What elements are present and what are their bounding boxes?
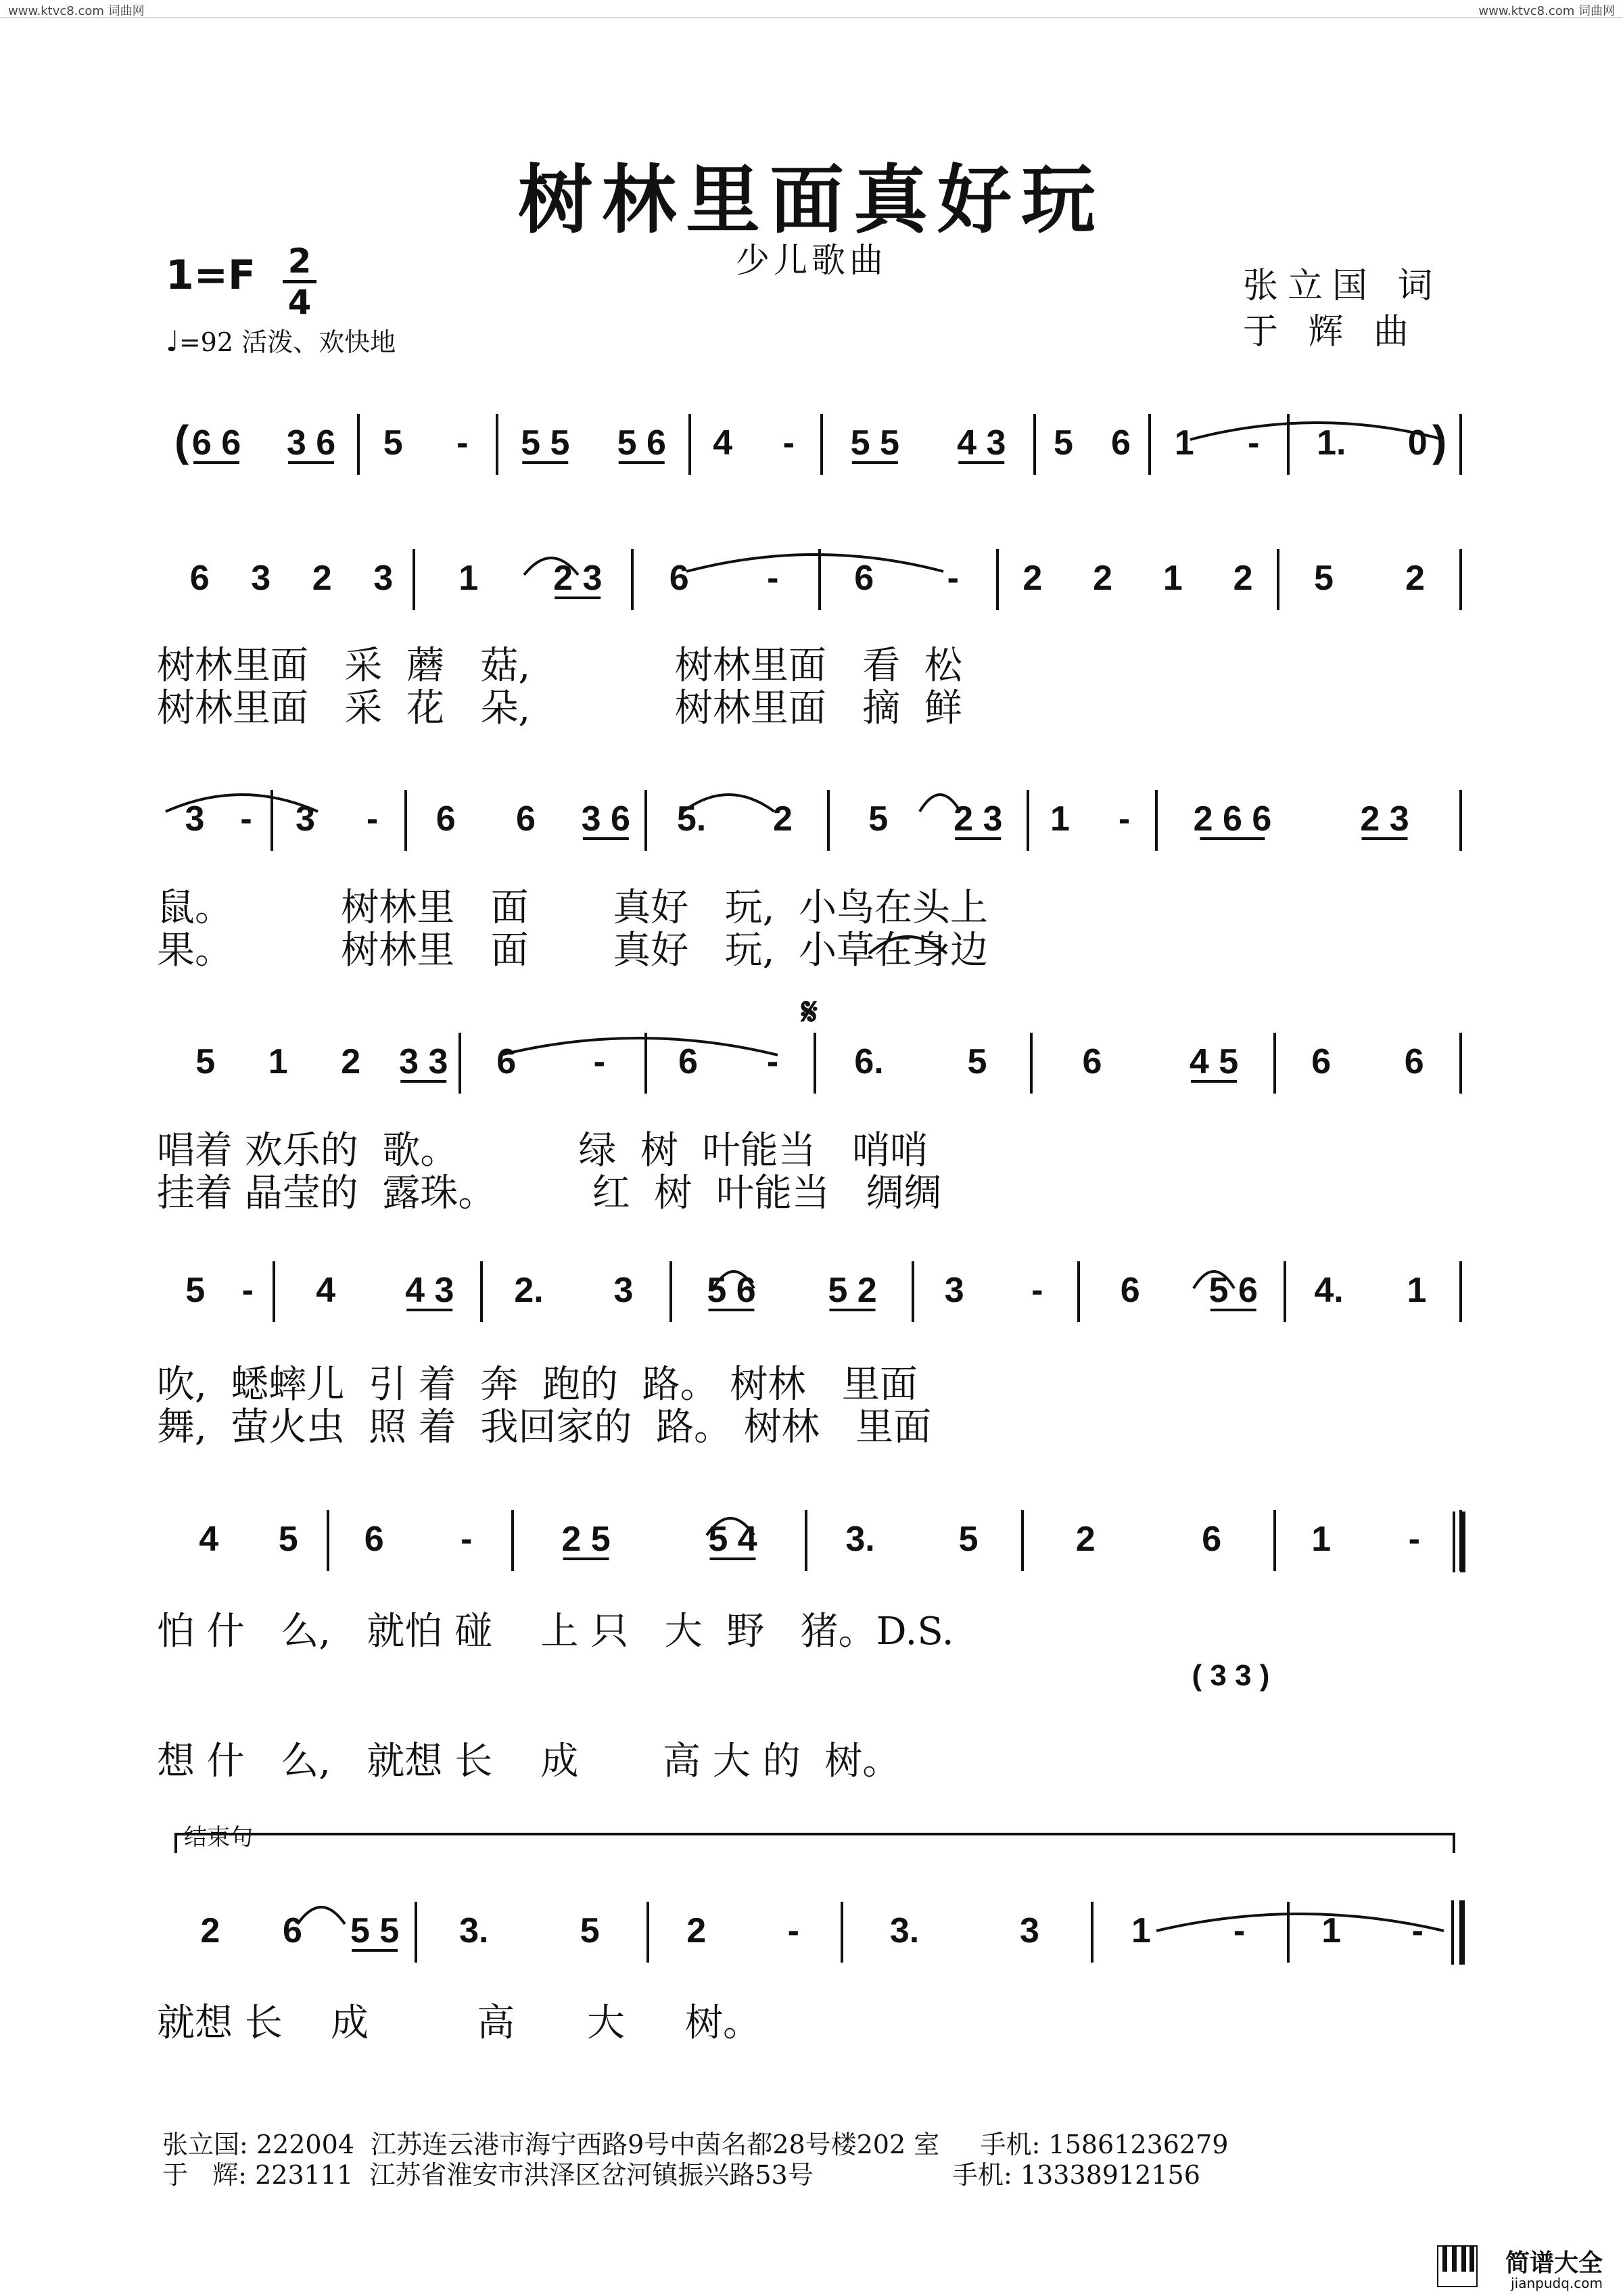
note-group: 2	[773, 799, 793, 839]
note-group: -	[782, 423, 795, 463]
note-group: 6	[1111, 423, 1131, 463]
note-group: -	[767, 559, 779, 598]
note-group: 2	[312, 559, 332, 598]
note-group: 5	[868, 799, 889, 839]
note-group: 6	[669, 559, 689, 598]
lyric-line-2-verse-1: 树林里面 采 蘑 菇, 树林里面 看 松	[157, 644, 962, 688]
note-group: 6	[436, 799, 456, 839]
note-group: 6	[1202, 1520, 1222, 1559]
note-group: -	[456, 423, 469, 463]
note-group: 6	[496, 1042, 517, 1081]
time-signature-top: 2	[287, 241, 312, 281]
piano-keys-icon	[1437, 2245, 1478, 2287]
note-group: -	[1118, 799, 1131, 839]
note-group: 5	[185, 1271, 206, 1310]
note-group: -	[1031, 1271, 1043, 1310]
lyric-line-3-verse-2: 果。 树林里 面 真好 玩, 小草在身边	[157, 929, 989, 973]
open-paren: (	[174, 417, 189, 465]
lyric-line-2-verse-2: 树林里面 采 花 朵, 树林里面 摘 鲜	[157, 686, 962, 730]
note-group: 4	[316, 1271, 336, 1310]
brand-name: 简谱大全	[1505, 2249, 1603, 2277]
note-group: -	[1248, 423, 1260, 463]
note-group: 2	[1075, 1520, 1096, 1559]
note-group: 5 6	[617, 423, 666, 463]
lyric-line-4-verse-1: 唱着 欢乐的 歌。 绿 树 叶能当 哨哨	[157, 1129, 928, 1173]
note-group: 3 6	[286, 423, 336, 463]
note-group: 3	[944, 1271, 964, 1310]
lyric-line-5-verse-2: 舞, 萤火虫 照 着 我回家的 路。 树林 里面	[157, 1405, 932, 1449]
note-group: -	[366, 799, 379, 839]
note-group: -	[240, 799, 252, 839]
note-group: 5 5	[521, 423, 570, 463]
note-group: 1	[268, 1042, 288, 1081]
quarter-note-icon: ♩	[166, 325, 179, 358]
note-group: 5 5	[350, 1911, 400, 1950]
note-group: 3 6	[581, 799, 630, 839]
note-group: 2	[341, 1042, 361, 1081]
contact-composer: 于 辉: 223111 江苏省淮安市洪泽区岔河镇振兴路53号 手机: 13338912156	[162, 2160, 1200, 2190]
note-group: -	[1411, 1911, 1424, 1950]
note-group: -	[593, 1042, 605, 1081]
note-group: -	[241, 1271, 254, 1310]
note-group: 5	[1054, 423, 1073, 463]
note-group: 5	[195, 1042, 216, 1081]
lyric-line-6-verse-1: 怕 什 么, 就怕 碰 上 只 大 野 猪。D.S.	[157, 1610, 954, 1654]
slur	[298, 1907, 345, 1924]
note-group: 5 2	[828, 1271, 877, 1310]
note-group: 2 3	[954, 799, 1003, 839]
alternate-notes: ( 3 3 )	[1192, 1659, 1270, 1692]
note-group: -	[766, 1042, 779, 1081]
note-group: 4.	[1314, 1271, 1344, 1310]
note-group: 5	[383, 423, 403, 463]
contact-lyricist: 张立国: 222004 江苏连云港市海宁西路9号中茵名都28号楼202 室 手机: 15861236279	[162, 2130, 1229, 2159]
note-group: 2	[1405, 559, 1425, 598]
lyric-line-3-verse-1: 鼠。 树林里 面 真好 玩, 小鸟在头上	[157, 886, 989, 930]
header-right: www.ktvc8.com 词曲网	[1478, 4, 1615, 18]
note-group: -	[1233, 1911, 1246, 1950]
note-group: 3	[251, 559, 271, 598]
note-group: -	[461, 1520, 473, 1559]
slur	[500, 1038, 778, 1055]
brand-url: jianpudq.com	[1511, 2275, 1603, 2291]
slur	[1156, 1914, 1444, 1931]
header-left: www.ktvc8.com 词曲网	[8, 4, 145, 18]
note-group: 5.	[676, 799, 707, 839]
note-group: 4 5	[1189, 1042, 1239, 1081]
lyric-ending: 就想 长 成 高 大 树。	[157, 2001, 761, 2045]
note-group: 6	[516, 799, 536, 839]
note-group: 4	[713, 423, 733, 463]
note-group: 6	[189, 559, 210, 598]
note-group: 2	[686, 1911, 707, 1950]
note-group: 5	[967, 1042, 987, 1081]
note-group: 1	[1050, 799, 1070, 839]
note-group: -	[787, 1911, 799, 1950]
note-group: 2 3	[1360, 799, 1409, 839]
note-group: 1	[1407, 1271, 1427, 1310]
note-group: 6	[1311, 1042, 1332, 1081]
lyric-line-5-verse-1: 吹, 蟋蟀儿 引 着 奔 跑的 路。 树林 里面	[157, 1363, 918, 1407]
note-group: 5 6	[1208, 1271, 1258, 1310]
lyric-line-6-verse-2: 想 什 么, 就想 长 成 高 大 的 树。	[157, 1739, 901, 1783]
note-group: 3 3	[399, 1042, 448, 1081]
note-group: 3.	[459, 1911, 489, 1950]
slur	[686, 555, 943, 571]
note-group: 1	[1321, 1911, 1342, 1950]
note-group: 2.	[514, 1271, 544, 1310]
lyric-line-4-verse-2: 挂着 晶莹的 露珠。 红 树 叶能当 绸绸	[157, 1171, 942, 1215]
note-group: 1.	[1317, 423, 1346, 463]
note-group: 1	[458, 559, 479, 598]
note-group: 5 6	[707, 1271, 756, 1310]
note-group: 6 6	[191, 423, 241, 463]
note-group: 4 3	[957, 423, 1006, 463]
ending-label: 结束句	[184, 1824, 253, 1851]
note-group: 3	[613, 1271, 634, 1310]
note-group: 2 5	[561, 1520, 611, 1559]
key-signature: 1=F	[166, 252, 256, 299]
note-group: 2 6 6	[1193, 799, 1272, 839]
close-paren: )	[1432, 417, 1447, 465]
note-group: 5 4	[708, 1520, 757, 1559]
note-group: 6	[1120, 1271, 1140, 1310]
note-group: 2	[1022, 559, 1043, 598]
note-group: -	[1408, 1520, 1420, 1559]
composer-credit: 于 辉 曲	[1243, 312, 1419, 352]
note-group: 5	[278, 1520, 298, 1559]
note-group: 3	[1020, 1911, 1039, 1950]
note-group: -	[947, 559, 959, 598]
note-group: 3	[296, 799, 315, 839]
lyricist-credit: 张立国 词	[1243, 266, 1442, 306]
note-group: 6	[1404, 1042, 1424, 1081]
note-group: 1	[1174, 423, 1194, 463]
note-group: 1	[1162, 559, 1183, 598]
note-group: 5	[958, 1520, 979, 1559]
note-group: 3	[373, 559, 394, 598]
time-signature-bottom: 4	[287, 283, 312, 322]
song-subtitle: 少儿歌曲	[736, 241, 887, 280]
note-group: 2	[1093, 559, 1113, 598]
note-group: 6	[854, 559, 874, 598]
note-group: 6	[283, 1911, 302, 1950]
note-group: 4	[199, 1520, 219, 1559]
song-title: 树林里面真好玩	[518, 156, 1105, 243]
note-group: 1	[1311, 1520, 1332, 1559]
note-group: 0	[1407, 423, 1428, 463]
note-group: 5 5	[850, 423, 899, 463]
segno-mark: 𝄋	[801, 990, 818, 1034]
note-group: 2 3	[553, 559, 603, 598]
note-group: 6	[364, 1520, 384, 1559]
note-group: 6	[678, 1042, 698, 1081]
ending-bracket	[176, 1834, 1454, 1853]
note-group: 3.	[889, 1911, 920, 1950]
note-group: 4 3	[405, 1271, 454, 1310]
note-group: 3.	[845, 1520, 875, 1559]
note-group: 5	[1314, 559, 1334, 598]
note-group: 6	[1082, 1042, 1102, 1081]
note-group: 1	[1131, 1911, 1151, 1950]
tempo-marking: =92 活泼、欢快地	[179, 327, 396, 357]
note-group: 5	[580, 1911, 600, 1950]
note-group: 2	[200, 1911, 220, 1950]
note-group: 6.	[854, 1042, 884, 1081]
note-group: 3	[185, 799, 205, 839]
note-group: 2	[1233, 559, 1253, 598]
